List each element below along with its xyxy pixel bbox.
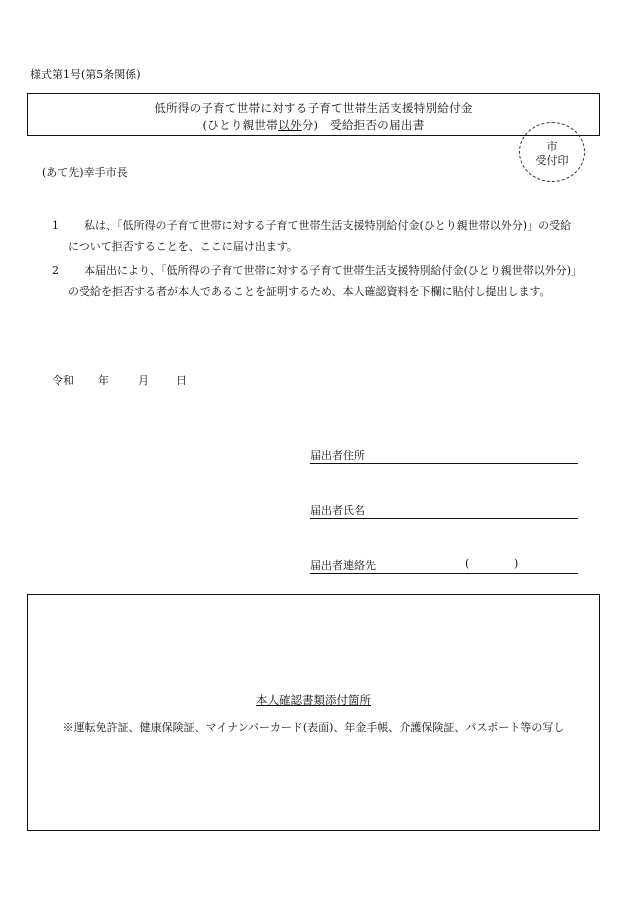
statement-item-1 [52,215,582,259]
applicant-address-field[interactable] [310,447,578,464]
title-line2-post: 分) 受給拒否の届出書 [301,118,425,132]
stamp-line1: 市 [546,140,558,153]
reception-stamp-area [519,122,585,182]
date-row [52,372,187,388]
item-text: 本届出により、「低所得の子育て世帯に対する子育て世帯生活支援特別給付金(ひとり親世帯以外分)」の受給を拒否する者が本人であることを証明するため、本人確認資料を下欄に貼付し提出します。 [68,264,577,298]
date-year[interactable]: 年 [98,374,109,387]
addressee: (あて先)幸手市長 [42,166,128,179]
title-line2-underlined: 以外 [278,118,302,132]
paren-close: ) [514,557,519,570]
attachment-title [28,692,599,708]
date-month[interactable]: 月 [138,374,149,387]
title-line2 [28,117,599,133]
attachment-note: ※運転免許証、健康保険証、マイナンバーカード(表面)、年金手帳、介護保険証、パスポート等の写し [62,721,565,734]
item-number: 1 [52,219,59,232]
item-number: 2 [52,264,59,277]
title-box [27,93,600,136]
stamp-line2: 受付印 [535,154,569,167]
title-line1: 低所得の子育て世帯に対する子育て世帯生活支援特別給付金 [154,101,473,115]
form-number: 様式第1号(第5条関係) [30,68,141,81]
attachment-title-text: 本人確認書類添付箇所 [256,693,371,707]
paren-open: ( [465,557,470,570]
title-line2-pre: (ひとり親世帯 [202,118,279,132]
date-day[interactable]: 日 [176,374,187,387]
date-era: 令和 [52,374,74,387]
id-document-attachment-area[interactable] [27,594,600,831]
applicant-address-label: 届出者住所 [310,449,365,462]
item-text: 私は、「低所得の子育て世帯に対する子育て世帯生活支援特別給付金(ひとり親世帯以外分)」の受給について拒否することを、ここに届け出ます。 [68,219,572,253]
statement-item-2 [52,260,582,324]
applicant-contact-field[interactable] [310,557,578,574]
applicant-name-field[interactable] [310,502,578,519]
applicant-name-label: 届出者氏名 [310,504,365,517]
applicant-contact-label: 届出者連絡先 [310,559,376,572]
